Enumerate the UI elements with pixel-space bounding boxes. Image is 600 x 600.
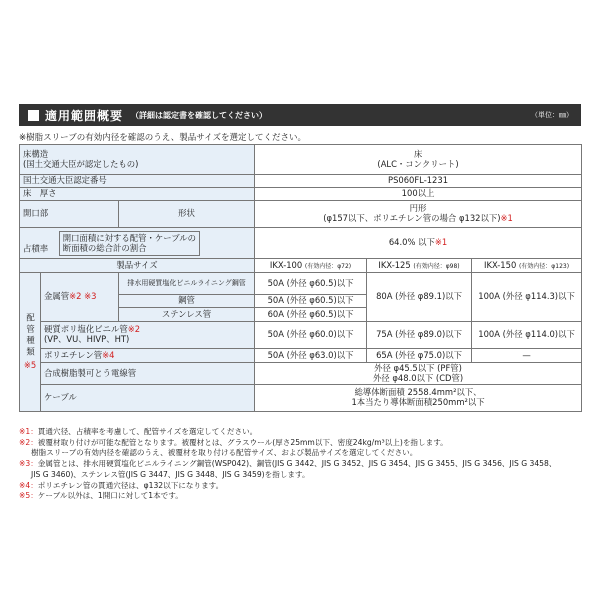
piping-type-label: 配管種類 ※5 bbox=[20, 273, 41, 412]
table-row bbox=[20, 273, 582, 295]
cert-number-label: 国土交通大臣認定番号 bbox=[20, 175, 255, 188]
metal-ikx125-value: 80A (外径 φ89.1)以下 bbox=[367, 273, 472, 322]
footnote: ※2：被覆材取り付けが可能な配管となります。被覆材とは、グラスウール(厚さ25mm以下、密度24kg/m³以上)を指します。 bbox=[19, 437, 448, 447]
pe-ikx125-value: 65A (外径 φ75.0)以下 bbox=[367, 349, 472, 363]
pvc-ikx125-value: 75A (外径 φ89.0)以下 bbox=[367, 322, 472, 349]
table-row bbox=[20, 145, 582, 175]
metal-row-value: 60A (外径 φ60.5)以下 bbox=[255, 308, 367, 322]
shape-value: 円形 (φ157以下、ポリエチレン管の場合 φ132以下)※1 bbox=[255, 201, 582, 228]
thickness-value: 100以上 bbox=[255, 188, 582, 201]
cert-number-value: PS060FL-1231 bbox=[255, 175, 582, 188]
square-bullet-icon bbox=[28, 110, 39, 121]
metal-row-value: 50A (外径 φ60.5)以下 bbox=[255, 273, 367, 295]
thickness-label: 床 厚さ bbox=[20, 188, 255, 201]
floor-structure-label: 床構造 (国土交通大臣が認定したもの) bbox=[20, 145, 255, 175]
table-row bbox=[20, 188, 582, 201]
conduit-value: 外径 φ45.5以下 (PF管) 外径 φ48.0以下 (CD管) bbox=[255, 363, 582, 385]
section-title: 適用範囲概要 bbox=[45, 108, 124, 123]
footnote: ※5：ケーブル以外は、1開口に対して1本です。 bbox=[19, 491, 183, 501]
piping-type-note: ※5 bbox=[23, 360, 37, 371]
table-row bbox=[20, 363, 582, 385]
pvc-ikx150-value: 100A (外径 φ114.0)以下 bbox=[472, 322, 582, 349]
shape-label: 形状 bbox=[119, 201, 255, 228]
product-size-label: 製品サイズ bbox=[20, 259, 255, 273]
product-ikx125: IKX-125 (有効内径：φ98) bbox=[367, 259, 472, 273]
cable-label: ケーブル bbox=[41, 385, 255, 412]
table-row bbox=[20, 385, 582, 412]
table-row bbox=[20, 259, 582, 273]
metal-row-label: 排水用硬質塩化ビニルライニング鋼管 bbox=[119, 273, 255, 295]
occupancy-desc: 開口面積に対する配管・ケーブルの 断面積の総合計の割合 bbox=[59, 231, 200, 256]
footnote: JIS G 3460)、ステンレス管(JIS G 3447、JIS G 3448、JIS G 3459)を指します。 bbox=[31, 469, 310, 479]
table-row bbox=[20, 322, 582, 349]
unit-label: （単位：㎜） bbox=[531, 111, 573, 119]
product-ikx150: IKX-150 (有効内径：φ123) bbox=[472, 259, 582, 273]
table-row bbox=[20, 349, 582, 363]
metal-ikx150-value: 100A (外径 φ114.3)以下 bbox=[472, 273, 582, 322]
intro-text: ※樹脂スリーブの有効内径を確認のうえ、製品サイズを選定してください。 bbox=[19, 133, 307, 143]
footnote: ※3：金属管とは、排水用硬質塩化ビニルライニング鋼管(WSP042)、鋼管(JIS G 3442、JIS G 3452、JIS G 3454、JIS G 3455、JIS G 3456、JIS G 3458、 bbox=[19, 459, 557, 469]
floor-structure-value: 床 (ALC・コンクリート) bbox=[255, 145, 582, 175]
pe-ikx100-value: 50A (外径 φ63.0)以下 bbox=[255, 349, 367, 363]
conduit-label: 合成樹脂製可とう電線管 bbox=[41, 363, 255, 385]
metal-row-label: ステンレス管 bbox=[119, 308, 255, 322]
footnote: ※1：貫通穴径、占積率を考慮して、配管サイズを選定してください。 bbox=[19, 427, 258, 436]
pe-pipe-label: ポリエチレン管※4 bbox=[41, 349, 255, 363]
occupancy-value: 64.0% 以下※1 bbox=[255, 228, 582, 259]
metal-pipe-label: 金属管※2 ※3 bbox=[41, 273, 119, 322]
section-header bbox=[19, 104, 581, 126]
footnotes bbox=[19, 427, 584, 502]
cable-value: 総導体断面積 2558.4mm²以下、 1本当たり導体断面積250mm²以下 bbox=[255, 385, 582, 412]
table-row bbox=[20, 228, 582, 259]
pvc-ikx100-value: 50A (外径 φ60.0)以下 bbox=[255, 322, 367, 349]
pvc-pipe-label: 硬質ポリ塩化ビニル管※2 (VP、VU、HIVP、HT) bbox=[41, 322, 255, 349]
scope-table bbox=[19, 144, 582, 412]
table-row bbox=[20, 175, 582, 188]
pe-ikx150-value: — bbox=[472, 349, 582, 363]
footnote: ※4：ポリエチレン管の貫通穴径は、φ132以下になります。 bbox=[19, 480, 224, 490]
occupancy-label: 占積率 bbox=[23, 243, 49, 253]
occupancy-cell bbox=[20, 228, 255, 259]
footnote: 樹脂スリーブの有効内径を確認のうえ、被覆材を取り付ける配管サイズ、および製品サイズを選定してください。 bbox=[31, 448, 418, 458]
metal-row-label: 鋼管 bbox=[119, 295, 255, 308]
metal-row-value: 50A (外径 φ60.5)以下 bbox=[255, 295, 367, 308]
section-note: （詳細は認定書を確認してください） bbox=[131, 110, 268, 120]
opening-label: 開口部 bbox=[20, 201, 119, 228]
product-ikx100: IKX-100 (有効内径：φ72) bbox=[255, 259, 367, 273]
table-row bbox=[20, 201, 582, 228]
